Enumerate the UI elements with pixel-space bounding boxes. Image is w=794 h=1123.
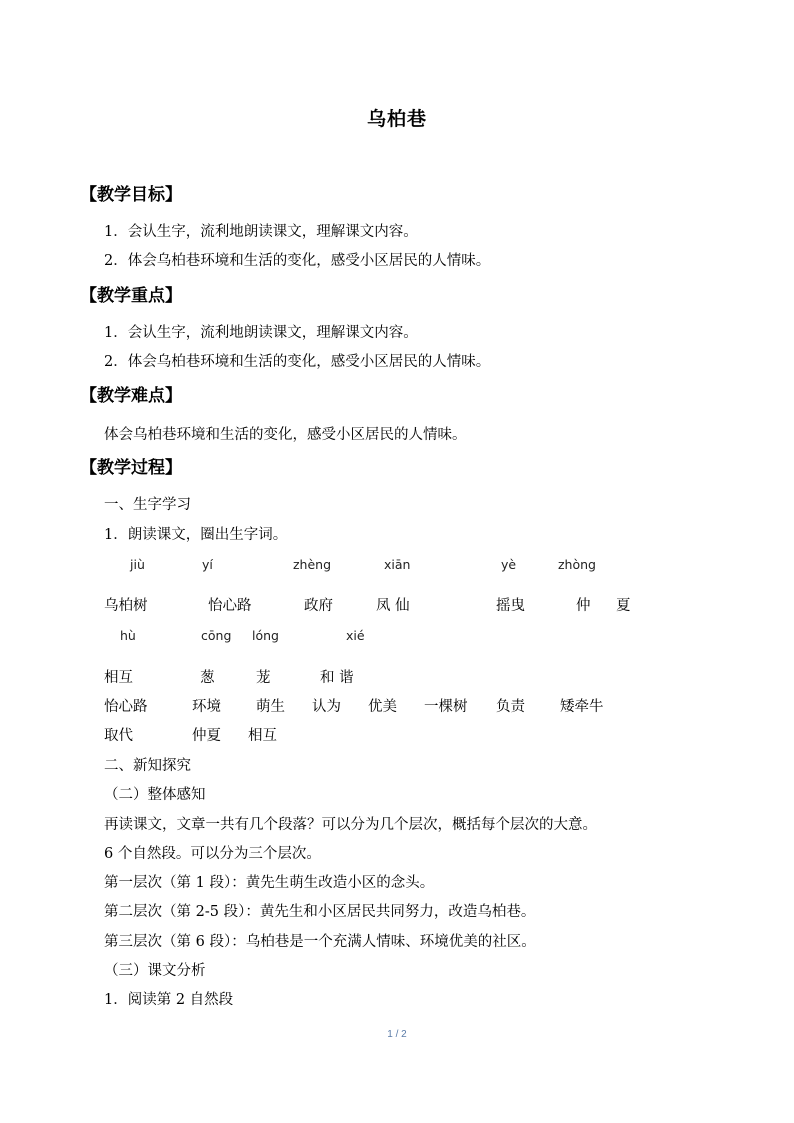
pinyin-xie: xié: [346, 628, 365, 643]
vocab-word: 怡心路: [104, 699, 148, 715]
pinyin-xian: xiān: [384, 557, 411, 572]
vocab-word: 和 谐: [320, 670, 354, 686]
page-number: 1 / 2: [387, 1029, 407, 1040]
subheading-overall: （二）整体感知: [104, 787, 206, 803]
vocab-word: 仲夏: [192, 728, 221, 744]
vocab-word: 一棵树: [424, 699, 468, 715]
vocab-word: 葱: [200, 670, 215, 686]
key-point-item: 2．体会乌柏巷环境和生活的变化，感受小区居民的人情味。: [104, 354, 491, 370]
read-paragraph-2: 1．阅读第 2 自然段: [104, 992, 234, 1008]
difficulty-text: 体会乌柏巷环境和生活的变化，感受小区居民的人情味。: [104, 427, 467, 443]
subheading-analysis: （三）课文分析: [104, 963, 206, 979]
section-heading-key-points: 【教学重点】: [80, 286, 182, 306]
section-heading-process: 【教学过程】: [80, 458, 182, 478]
pinyin-jiu: jiù: [130, 557, 145, 572]
vocab-word: 乌柏树: [104, 598, 148, 614]
goal-item: 2．体会乌柏巷环境和生活的变化，感受小区居民的人情味。: [104, 253, 491, 269]
answer-text: 6 个自然段。可以分为三个层次。: [104, 846, 321, 862]
vocab-word: 负责: [496, 699, 525, 715]
pinyin-zhong: zhòng: [558, 557, 596, 572]
part-heading-characters: 一、生字学习: [104, 497, 191, 513]
layer-3: 第三层次（第 6 段）：乌柏巷是一个充满人情味、环境优美的社区。: [104, 934, 536, 950]
vocab-word: 取代: [104, 728, 133, 744]
part-heading-explore: 二、新知探究: [104, 758, 191, 774]
pinyin-ye: yè: [501, 557, 517, 572]
pinyin-hu: hù: [120, 628, 136, 643]
vocab-word: 相互: [104, 670, 133, 686]
vocab-word: 矮牵牛: [560, 699, 604, 715]
vocab-word: 优美: [368, 699, 397, 715]
section-heading-goals: 【教学目标】: [80, 185, 182, 205]
vocab-word: 摇曳: [496, 598, 525, 614]
pinyin-long: lóng: [252, 628, 279, 643]
page-title: 乌柏巷: [366, 108, 427, 130]
pinyin-yi: yí: [202, 557, 213, 572]
vocab-word: 夏: [616, 598, 631, 614]
question-text: 再读课文，文章一共有几个段落？可以分为几个层次，概括每个层次的大意。: [104, 817, 597, 833]
vocab-word: 仲: [576, 598, 591, 614]
step-read-text: 1．朗读课文，圈出生字词。: [104, 527, 288, 543]
vocab-word: 政府: [304, 598, 333, 614]
vocab-word: 凤 仙: [376, 598, 410, 614]
section-heading-difficulties: 【教学难点】: [80, 386, 182, 406]
vocab-word: 茏: [256, 670, 271, 686]
layer-1: 第一层次（第 1 段）：黄先生萌生改造小区的念头。: [104, 875, 435, 891]
key-point-item: 1．会认生字，流利地朗读课文，理解课文内容。: [104, 325, 418, 341]
vocab-word: 认为: [312, 699, 341, 715]
vocab-word: 萌生: [256, 699, 285, 715]
goal-item: 1．会认生字，流利地朗读课文，理解课文内容。: [104, 224, 418, 240]
vocab-word: 相互: [248, 728, 277, 744]
pinyin-cong: cōng: [201, 628, 232, 643]
vocab-word: 环境: [192, 699, 221, 715]
layer-2: 第二层次（第 2-5 段）：黄先生和小区居民共同努力，改造乌柏巷。: [104, 904, 536, 920]
vocab-word: 怡心路: [208, 598, 252, 614]
pinyin-zheng: zhèng: [293, 557, 332, 572]
